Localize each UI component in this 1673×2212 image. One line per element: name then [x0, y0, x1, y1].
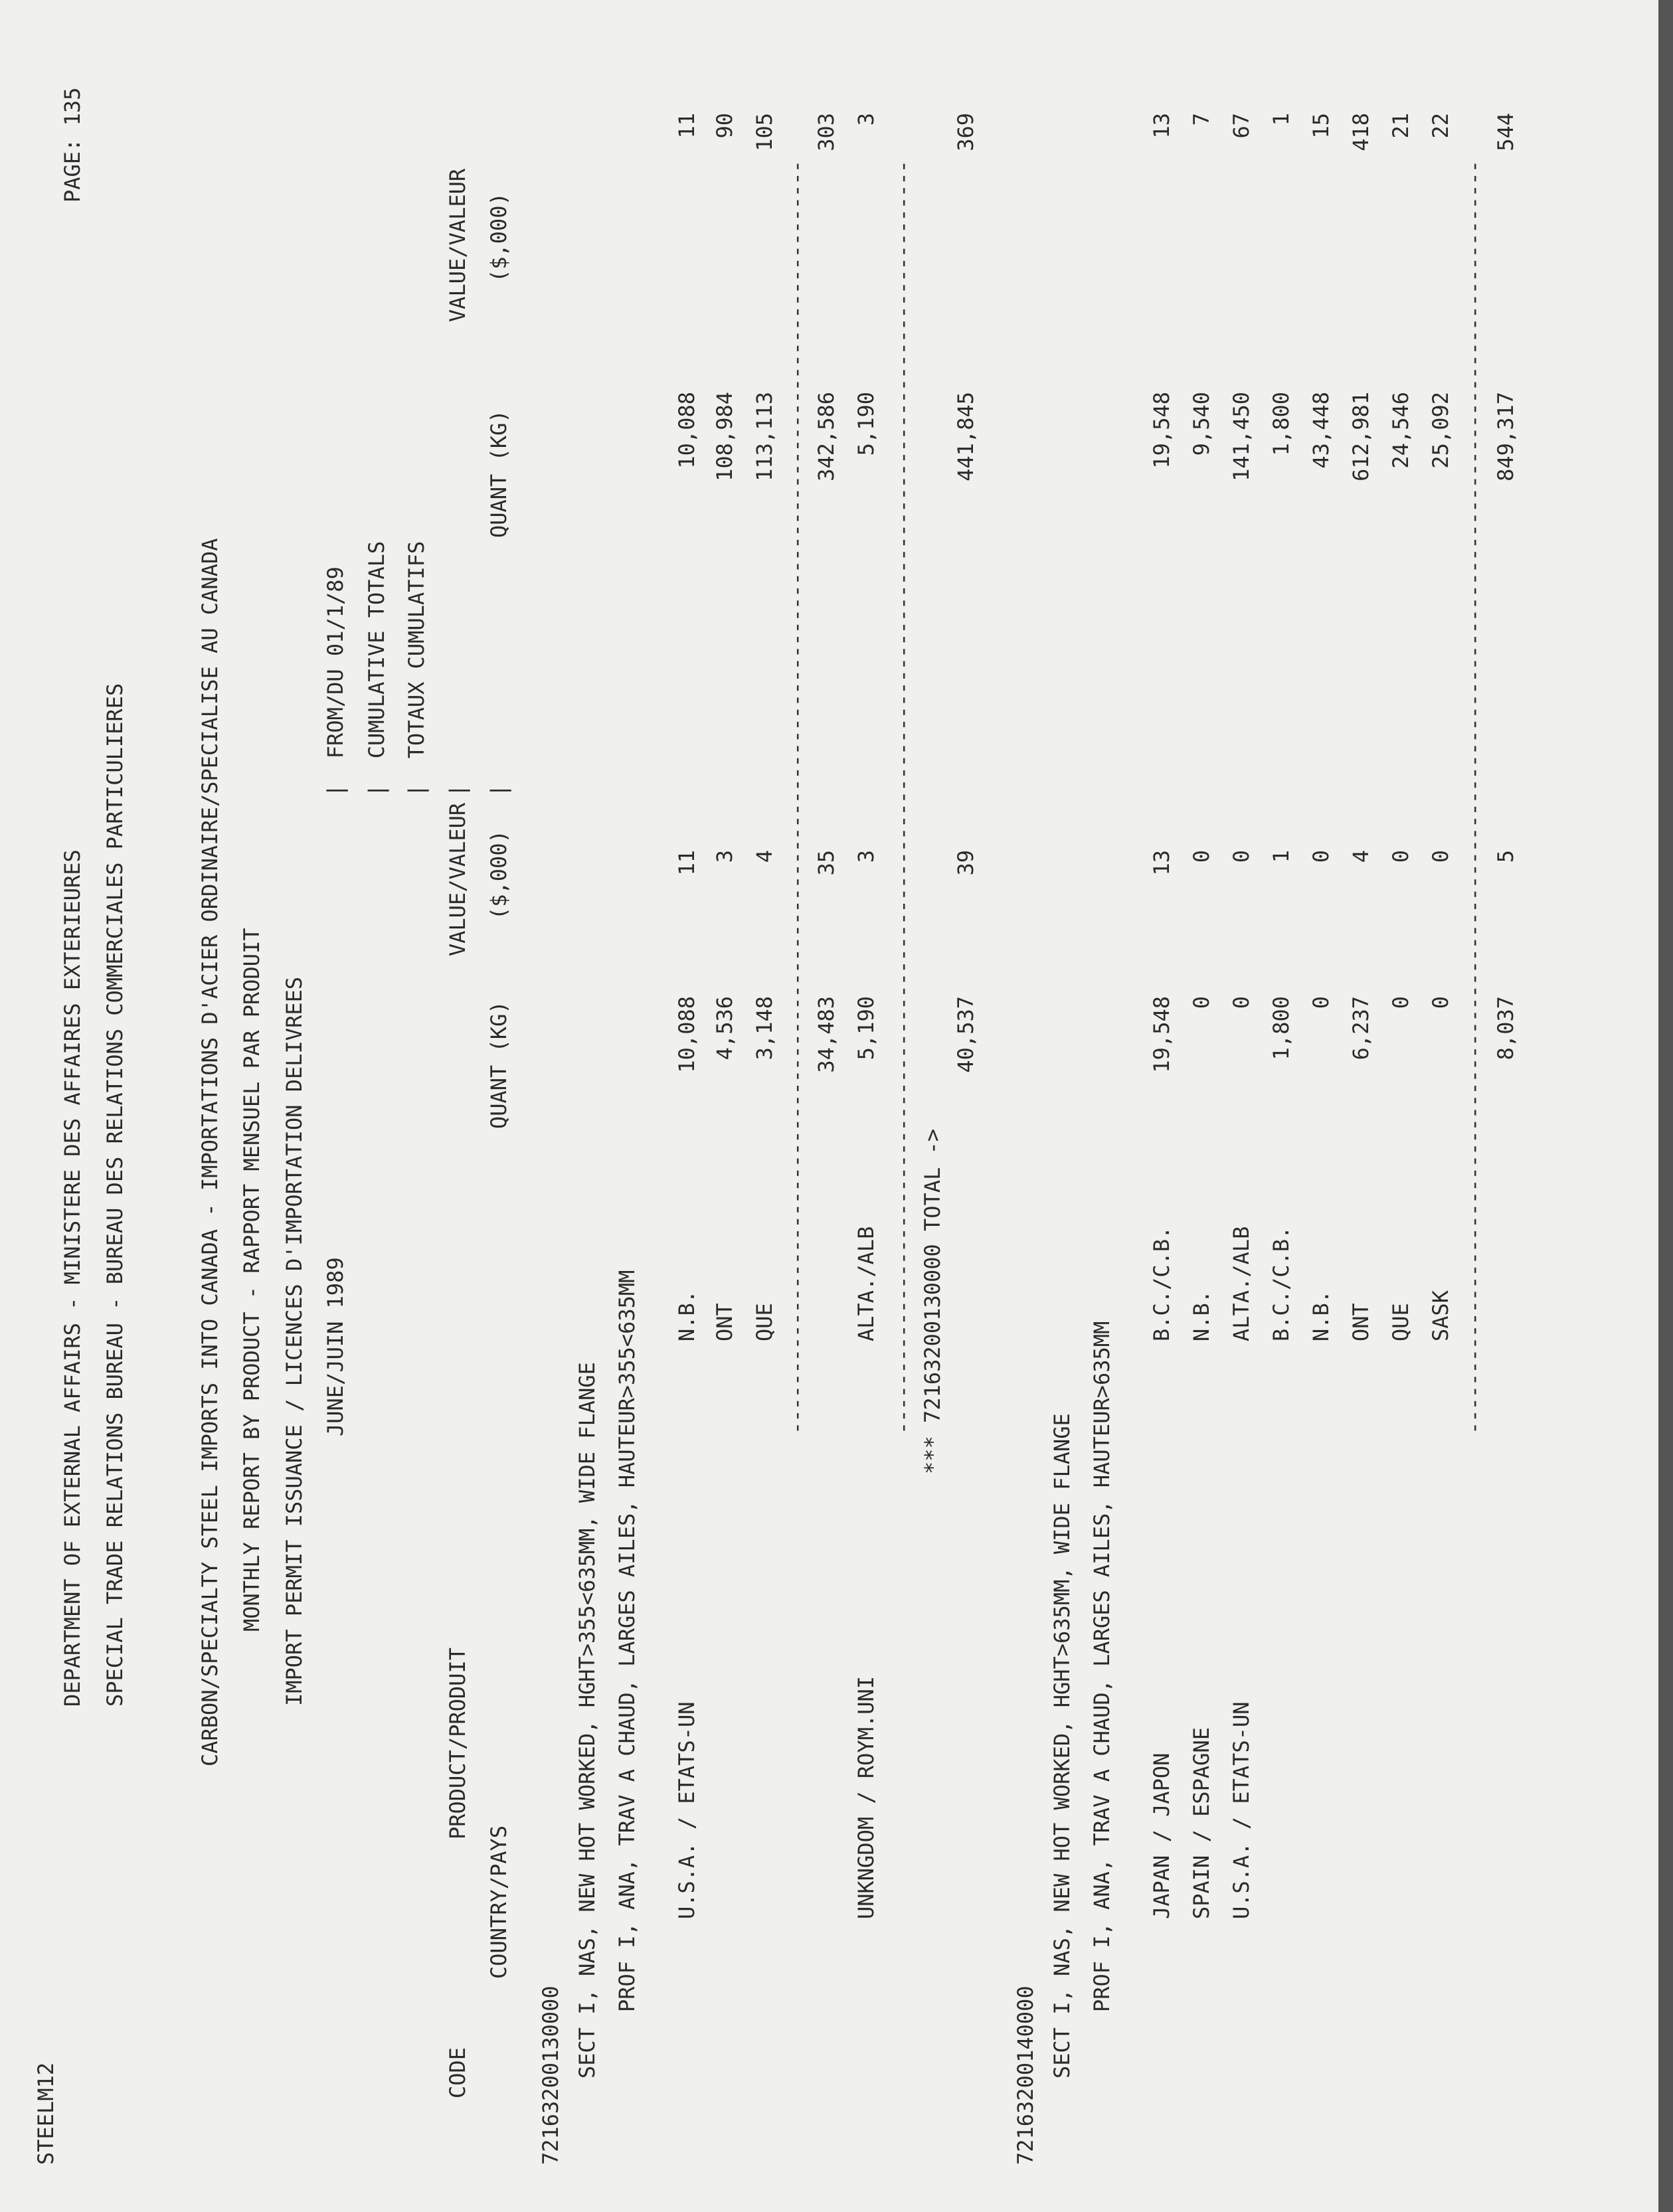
row-cum-quant: 1,800 [1269, 392, 1294, 456]
row-province: N.B. [674, 1290, 699, 1341]
bureau-line: SPECIAL TRADE RELATIONS BUREAU - BUREAU DES RELATIONS COMMERCIALES PARTICULIERES [102, 683, 128, 1707]
product-desc-en: SECT I, NAS, NEW HOT WORKED, HGHT>355<635MM, WIDE FLANGE [574, 1362, 600, 2079]
row-cum-quant: 612,981 [1348, 392, 1373, 481]
row-value: 13 [1149, 850, 1174, 876]
product-desc-en: SECT I, NAS, NEW HOT WORKED, HGHT>635MM, WIDE FLANGE [1049, 1413, 1075, 2079]
row-value: 0 [1428, 850, 1453, 863]
row-cum-quant: 10,088 [674, 392, 699, 469]
report-subtitle: MONTHLY REPORT BY PRODUCT - RAPPORT MENSUEL PAR PRODUIT [239, 928, 264, 1632]
header-sep-2: | [486, 784, 511, 797]
row-province: B.C./C.B. [1269, 1226, 1294, 1341]
row-quant: 0 [1388, 996, 1413, 1009]
department-line: DEPARTMENT OF EXTERNAL AFFAIRS - MINISTERE DES AFFAIRES EXTERIEURES [60, 849, 85, 1707]
row-province: ONT [1348, 1303, 1373, 1341]
row-cum-value: 105 [752, 113, 777, 151]
row-value: 3 [712, 850, 737, 863]
header-cum-value-unit: ($,000) [486, 193, 511, 282]
row-cum-value: 13 [1149, 113, 1174, 139]
scan-edge [1658, 0, 1673, 2212]
row-province: ALTA./ALB [1229, 1226, 1254, 1341]
rotated-report [33, 53, 1614, 2165]
row-value: 0 [1308, 850, 1334, 863]
row-cum-value: 21 [1388, 113, 1413, 139]
subtotal-cum-value: 544 [1493, 113, 1518, 151]
product-desc-fr: PROF I, ANA, TRAV A CHAUD, LARGES AILES, HAUTEUR>635MM [1089, 1321, 1114, 2012]
report-period: JUNE/JUIN 1989 [323, 1257, 348, 1436]
row-cum-quant: 19,548 [1149, 392, 1174, 469]
row-cum-value: 15 [1308, 113, 1334, 139]
row-cum-value: 11 [674, 113, 699, 139]
header-cum-quant: QUANT (KG) [486, 410, 511, 538]
cum-fr-text: TOTAUX CUMULATIFS [404, 541, 429, 759]
row-quant: 0 [1428, 996, 1453, 1009]
row-cum-quant: 43,448 [1308, 392, 1334, 469]
row-quant: 6,237 [1348, 996, 1373, 1061]
row-quant: 10,088 [674, 996, 699, 1073]
row-cum-quant: 108,984 [712, 392, 737, 481]
row-country: U.S.A. / ETATS-UN [1229, 1701, 1254, 1919]
total-value: 39 [953, 850, 978, 876]
product-code: 72163200140000 [1013, 1986, 1038, 2165]
cum-from: | FROM/DU 01/1/89 [323, 566, 348, 797]
row-value: 0 [1189, 850, 1214, 863]
row-province: ALTA./ALB [853, 1226, 879, 1341]
subtotal-cum-quant: 849,317 [1493, 392, 1518, 481]
row-cum-quant: 113,113 [752, 392, 777, 481]
row-quant: 0 [1189, 996, 1214, 1009]
total-cum-quant: 441,845 [953, 392, 978, 481]
row-cum-quant: 24,546 [1388, 392, 1413, 469]
row-province: SASK [1428, 1290, 1453, 1341]
row-value: 0 [1229, 850, 1254, 863]
row-cum-value: 3 [853, 113, 879, 126]
report-title: CARBON/SPECIALTY STEEL IMPORTS INTO CANADA - IMPORTATIONS D'ACIER ORDINAIRE/SPECIALISE AU CANADA [197, 538, 222, 1766]
row-cum-quant: 9,540 [1189, 392, 1214, 456]
header-product: PRODUCT/PRODUIT [445, 1648, 470, 1839]
row-cum-quant: 141,450 [1229, 392, 1254, 481]
subtotal-cum-quant: 342,586 [814, 392, 839, 481]
header-sep: | [445, 784, 470, 797]
cum-from-text: FROM/DU 01/1/89 [323, 566, 348, 759]
row-province: QUE [752, 1303, 777, 1341]
subtotal-cum-value: 303 [814, 113, 839, 151]
row-province: B.C./C.B. [1149, 1226, 1174, 1341]
row-province: QUE [1388, 1303, 1413, 1341]
row-province: N.B. [1189, 1290, 1214, 1341]
row-cum-quant: 5,190 [853, 392, 879, 456]
row-cum-value: 418 [1348, 113, 1373, 151]
cum-fr: | TOTAUX CUMULATIFS [404, 541, 429, 797]
row-province: N.B. [1308, 1290, 1334, 1341]
report-permit-line: IMPORT PERMIT ISSUANCE / LICENCES D'IMPORTATION DELIVREES [282, 976, 307, 1706]
row-country: UNKNGDOM / ROYM.UNI [853, 1675, 879, 1919]
header-value-unit: ($,000) [486, 830, 511, 920]
page-number: PAGE: 135 [60, 87, 85, 203]
product-desc-fr: PROF I, ANA, TRAV A CHAUD, LARGES AILES, HAUTEUR>355<635MM [614, 1270, 640, 2012]
row-country: SPAIN / ESPAGNE [1189, 1727, 1214, 1919]
row-cum-value: 90 [712, 113, 737, 139]
header-quant: QUANT (KG) [486, 1001, 511, 1129]
row-quant: 4,536 [712, 996, 737, 1061]
subtotal-value: 35 [814, 850, 839, 876]
total-cum-value: 369 [953, 113, 978, 151]
separator-line: --------------------------------------------------------------------------------------------------------- [1461, 161, 1486, 1434]
row-value: 0 [1388, 850, 1413, 863]
row-value: 1 [1269, 850, 1294, 863]
separator-line: --------------------------------------------------------------------------------------------------------- [784, 161, 809, 1434]
total-label: *** 72163200130000 TOTAL -> [920, 1128, 945, 1474]
header-cum-value: VALUE/VALEUR [445, 168, 470, 322]
row-value: 3 [853, 850, 879, 863]
cum-en-text: CUMULATIVE TOTALS [364, 541, 389, 759]
row-quant: 5,190 [853, 996, 879, 1061]
row-cum-value: 7 [1189, 113, 1214, 126]
header-value: VALUE/VALEUR [445, 802, 470, 956]
report-id: STEELM12 [33, 2062, 58, 2165]
row-cum-quant: 25,092 [1428, 392, 1453, 469]
total-quant: 40,537 [953, 996, 978, 1073]
header-code: CODE [445, 2047, 470, 2098]
row-value: 4 [752, 850, 777, 863]
row-quant: 0 [1229, 996, 1254, 1009]
row-value: 11 [674, 850, 699, 876]
row-quant: 3,148 [752, 996, 777, 1061]
row-cum-value: 22 [1428, 113, 1453, 139]
row-country: JAPAN / JAPON [1149, 1752, 1174, 1919]
subtotal-quant: 8,037 [1493, 996, 1518, 1061]
row-province: ONT [712, 1303, 737, 1341]
cum-en: | CUMULATIVE TOTALS [364, 541, 389, 797]
row-cum-value: 1 [1269, 113, 1294, 126]
product-code: 72163200130000 [538, 1986, 563, 2165]
row-cum-value: 67 [1229, 113, 1254, 139]
row-country: U.S.A. / ETATS-UN [674, 1701, 699, 1919]
row-quant: 1,800 [1269, 996, 1294, 1061]
header-country: COUNTRY/PAYS [486, 1825, 511, 1979]
subtotal-value: 5 [1493, 850, 1518, 863]
separator-line: --------------------------------------------------------------------------------------------------------- [890, 161, 915, 1434]
subtotal-quant: 34,483 [814, 996, 839, 1073]
row-value: 4 [1348, 850, 1373, 863]
row-quant: 0 [1308, 996, 1334, 1009]
row-quant: 19,548 [1149, 996, 1174, 1073]
